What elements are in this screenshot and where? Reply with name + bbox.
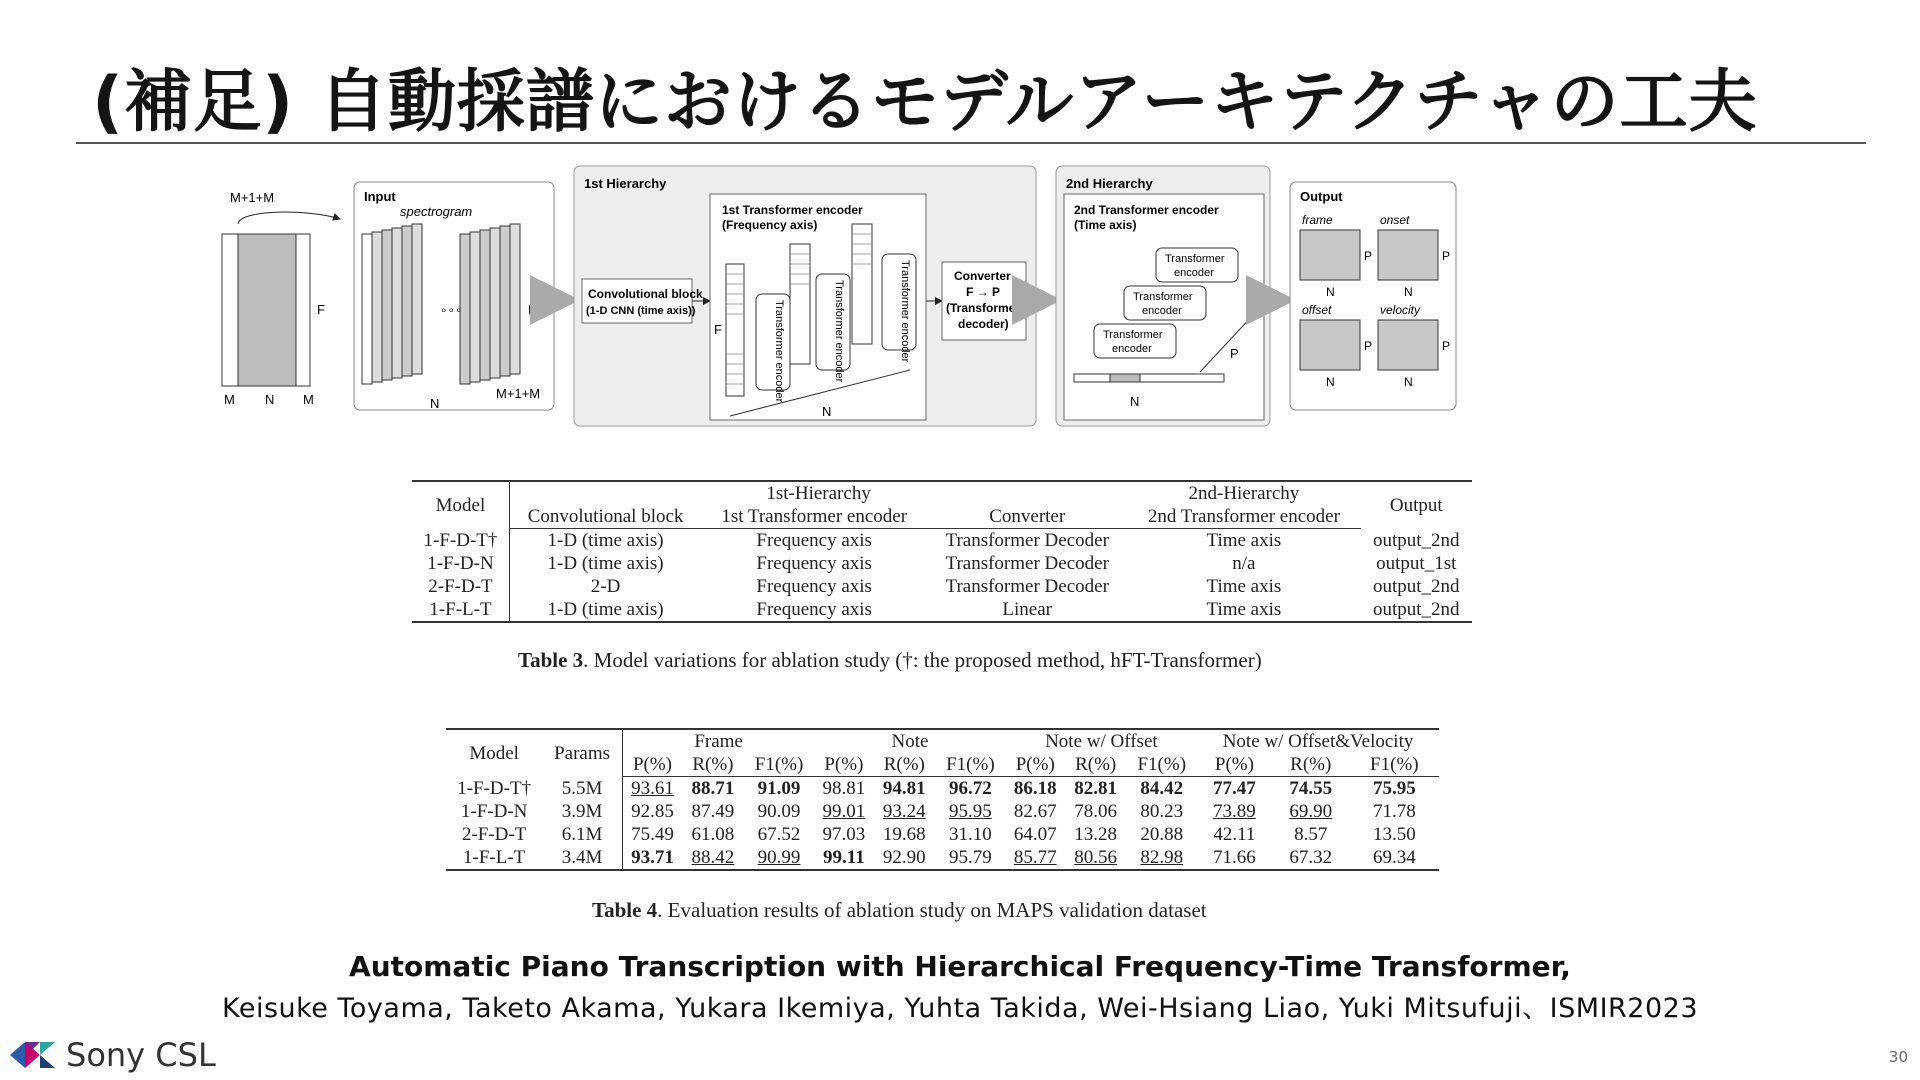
title-divider xyxy=(76,142,1866,144)
t3-header-model: Model xyxy=(412,481,509,529)
table4-caption-text: . Evaluation results of ablation study on MAPS validation dataset xyxy=(657,898,1207,922)
enc1-title: 1st Transformer encoder xyxy=(722,203,863,217)
table-cell: Frequency axis xyxy=(756,530,872,551)
t4-metric-header: R(%) xyxy=(873,753,935,777)
t4-metric-header: F1(%) xyxy=(1350,753,1439,777)
table-cell: Linear xyxy=(1002,599,1052,620)
table-cell: 99.11 xyxy=(823,847,865,868)
table-cell: 93.71 xyxy=(631,847,674,868)
enc1-subtitle: (Frequency axis) xyxy=(722,218,818,232)
t4-group-header: Frame xyxy=(694,731,743,752)
t4-metric-header: R(%) xyxy=(682,753,744,777)
enc2-block: encoder xyxy=(1142,305,1182,317)
output-n: N xyxy=(1326,285,1335,299)
output-panel xyxy=(1290,182,1456,410)
table3-caption-text: . Model variations for ablation study (†: the proposed method, hFT-Transformer) xyxy=(583,648,1262,672)
table-cell: output_2nd xyxy=(1372,576,1460,597)
table3-caption xyxy=(518,648,1262,673)
t3-header-output: Output xyxy=(1389,494,1443,516)
reference-title: Automatic Piano Transcription with Hierarchical Frequency-Time Transformer, xyxy=(349,950,1571,983)
t3-header-enc1: 1st Transformer encoder xyxy=(701,505,927,529)
t4-metric-header: P(%) xyxy=(814,753,873,777)
reference-authors: Keisuke Toyama, Taketo Akama, Yukara Ikemiya, Yuhta Takida, Wei-Hsiang Liao, Yuki Mitsufuji、ISMIR2023 xyxy=(221,993,1698,1024)
enc2-title: 2nd Transformer encoder xyxy=(1074,203,1219,217)
table-cell: 3.9M xyxy=(542,800,622,823)
table-cell: 82.98 xyxy=(1140,847,1184,868)
label-m: M xyxy=(224,392,235,407)
conv-block-sub: (1-D CNN (time axis)) xyxy=(586,305,696,317)
table-cell: 1-D (time axis) xyxy=(547,553,664,574)
table-row xyxy=(412,575,1472,598)
t4-group-header: Note w/ Offset&Velocity xyxy=(1222,731,1414,752)
table-cell: 2-D xyxy=(590,576,621,597)
label-f: F xyxy=(317,302,325,317)
table-cell: 93.24 xyxy=(882,801,926,822)
label-m: M xyxy=(303,392,314,407)
input-n: N xyxy=(430,396,440,411)
table-cell: 91.09 xyxy=(757,778,801,799)
table-cell: 1-D (time axis) xyxy=(547,530,664,551)
enc1-block: Transformer encoder xyxy=(773,300,785,403)
table-cell: 19.68 xyxy=(882,824,926,845)
input-f: F xyxy=(528,302,536,317)
logo-text: Sony CSL xyxy=(66,1036,216,1074)
input-subtitle: spectrogram xyxy=(400,204,473,219)
table-cell: 94.81 xyxy=(882,778,926,799)
table-cell: 31.10 xyxy=(949,824,992,845)
table-cell: 88.71 xyxy=(691,778,735,799)
table-cell: 69.34 xyxy=(1372,847,1416,868)
table-cell: 84.42 xyxy=(1140,778,1184,799)
enc1-block: Transformer encoder xyxy=(833,280,845,383)
table-cell: 8.57 xyxy=(1294,824,1328,845)
table4 xyxy=(446,728,1439,871)
table-row xyxy=(446,823,1439,846)
table-row xyxy=(412,598,1472,622)
enc2-block: Transformer xyxy=(1133,291,1193,303)
table-cell: 95.79 xyxy=(949,847,992,868)
table-cell: output_2nd xyxy=(1372,529,1460,551)
table-cell: 67.32 xyxy=(1289,847,1333,868)
output-n: N xyxy=(1404,375,1413,389)
hierarchy2-title: 2nd Hierarchy xyxy=(1066,176,1153,191)
table-cell: 71.78 xyxy=(1372,801,1416,822)
enc2-block: Transformer xyxy=(1165,253,1225,265)
table-cell: 13.28 xyxy=(1074,824,1118,845)
t4-group-header: Note xyxy=(891,731,929,752)
output-p: P xyxy=(1442,249,1451,263)
table-cell: Time axis xyxy=(1206,576,1282,597)
sony-csl-logo xyxy=(10,1036,216,1074)
table-cell: 90.99 xyxy=(757,847,801,868)
table-cell: 98.81 xyxy=(822,778,866,799)
table-row xyxy=(446,846,1439,870)
t4-metric-header: F1(%) xyxy=(935,753,1006,777)
table-cell: 90.09 xyxy=(757,801,801,822)
table-cell: 1-F-L-T xyxy=(463,847,526,868)
table-row xyxy=(412,529,1472,553)
output-title: Output xyxy=(1300,189,1343,204)
output-frame: frame xyxy=(1302,213,1333,227)
table-row xyxy=(412,552,1472,575)
t4-header-params: Params xyxy=(542,729,622,777)
conv-block-label: Convolutional block xyxy=(588,287,703,301)
output-onset: onset xyxy=(1380,213,1410,227)
output-p: P xyxy=(1442,339,1451,353)
table-row xyxy=(446,777,1439,801)
table-cell: 92.85 xyxy=(631,801,674,822)
table-cell: 97.03 xyxy=(822,824,866,845)
table3-caption-label: Table 3 xyxy=(518,648,584,672)
t4-metric-header: P(%) xyxy=(622,753,682,777)
label-n: N xyxy=(265,392,275,407)
table-cell: 5.5M xyxy=(542,777,622,801)
converter-l3: (Transformer xyxy=(946,301,1021,315)
table-cell: 61.08 xyxy=(691,824,735,845)
table-cell: n/a xyxy=(1232,553,1256,574)
table-cell: 88.42 xyxy=(691,847,735,868)
table-cell: Transformer Decoder xyxy=(945,576,1109,597)
table-cell: 1-F-L-T xyxy=(412,598,509,622)
table3 xyxy=(412,480,1472,623)
enc1-n: N xyxy=(822,404,832,419)
table-cell: 3.4M xyxy=(542,846,622,870)
architecture-figure xyxy=(210,164,1660,434)
table-cell: 80.23 xyxy=(1140,801,1184,822)
enc1-f: F xyxy=(714,322,722,337)
table-cell: 67.52 xyxy=(757,824,801,845)
enc2-block: Transformer xyxy=(1103,329,1163,341)
t4-metric-header: P(%) xyxy=(1197,753,1272,777)
table4-caption-label: Table 4 xyxy=(592,898,658,922)
label-m1m: M+1+M xyxy=(230,190,275,205)
t3-header-second: 2nd-Hierarchy xyxy=(1188,483,1300,504)
output-n: N xyxy=(1326,375,1335,389)
table-cell: 95.95 xyxy=(949,801,992,822)
table-cell: 64.07 xyxy=(1013,824,1057,845)
table-cell: 1-F-D-T† xyxy=(457,777,532,799)
converter-fp: F → P xyxy=(966,285,1001,299)
converter-l4: decoder) xyxy=(958,317,1009,331)
table-cell: 86.18 xyxy=(1013,778,1057,799)
table-cell: 71.66 xyxy=(1213,847,1256,868)
t4-metric-header: F1(%) xyxy=(1126,753,1197,777)
table-cell: Transformer Decoder xyxy=(945,553,1109,574)
table-cell: 13.50 xyxy=(1372,824,1416,845)
table-cell: 80.56 xyxy=(1074,847,1118,868)
table-cell: Transformer Decoder xyxy=(945,530,1109,551)
enc2-n: N xyxy=(1130,394,1140,409)
converter-label: Converter xyxy=(954,269,1011,283)
table-cell: output_1st xyxy=(1376,553,1457,574)
table-cell: 73.89 xyxy=(1213,801,1256,822)
table-cell: 96.72 xyxy=(949,778,992,799)
table-cell: 6.1M xyxy=(542,823,622,846)
output-velocity: velocity xyxy=(1380,303,1421,317)
table-cell: 1-D (time axis) xyxy=(547,599,664,620)
hierarchy1-title: 1st Hierarchy xyxy=(584,176,667,191)
table-cell: 74.55 xyxy=(1289,778,1333,799)
input-title: Input xyxy=(364,189,396,204)
t4-metric-header: R(%) xyxy=(1272,753,1350,777)
table-cell: 82.67 xyxy=(1013,801,1057,822)
hierarchy1-panel xyxy=(574,166,1036,426)
output-p: P xyxy=(1364,339,1373,353)
table-cell: Frequency axis xyxy=(756,599,872,620)
table-cell: 82.81 xyxy=(1074,778,1118,799)
table-cell: Time axis xyxy=(1206,530,1282,551)
table-cell: 1-F-D-N xyxy=(412,552,509,575)
table-cell: 69.90 xyxy=(1289,801,1333,822)
table-cell: 20.88 xyxy=(1140,824,1184,845)
table-cell: 2-F-D-T xyxy=(461,824,527,845)
slide-title: (補足) 自動採譜におけるモデルアーキテクチャの工夫 xyxy=(92,63,1758,142)
table-cell: 75.95 xyxy=(1372,778,1416,799)
t4-header-model: Model xyxy=(469,742,519,764)
table-cell: 2-F-D-T xyxy=(412,575,509,598)
output-n: N xyxy=(1404,285,1413,299)
table-cell: 77.47 xyxy=(1213,778,1256,799)
output-offset: offset xyxy=(1302,303,1332,317)
t4-metric-header: P(%) xyxy=(1006,753,1065,777)
t3-header-converter: Converter xyxy=(927,505,1127,529)
left-input-block xyxy=(222,190,340,407)
t4-metric-header: F1(%) xyxy=(744,753,815,777)
table-cell: 85.77 xyxy=(1013,847,1057,868)
t4-group-header: Note w/ Offset xyxy=(1045,731,1158,752)
enc2-block: encoder xyxy=(1112,343,1152,355)
table4-caption xyxy=(592,898,1207,923)
table-row xyxy=(446,800,1439,823)
table-cell: 87.49 xyxy=(691,801,735,822)
table-cell: 78.06 xyxy=(1074,801,1118,822)
output-p: P xyxy=(1364,249,1373,263)
enc2-subtitle: (Time axis) xyxy=(1074,218,1137,232)
table-cell: output_2nd xyxy=(1372,599,1460,620)
table-cell: 92.90 xyxy=(882,847,926,868)
t3-header-conv: Convolutional block xyxy=(509,505,701,529)
table-cell: 1-F-D-N xyxy=(460,801,528,822)
hierarchy2-panel xyxy=(1056,166,1270,426)
table-cell: 93.61 xyxy=(631,778,674,799)
table-cell: 42.11 xyxy=(1213,824,1256,845)
table-cell: Frequency axis xyxy=(756,576,872,597)
table-cell: 75.49 xyxy=(631,824,674,845)
table-cell: 99.01 xyxy=(822,801,866,822)
enc2-block: encoder xyxy=(1174,267,1214,279)
enc1-block: Transformer encoder xyxy=(899,260,911,363)
table-cell: Time axis xyxy=(1206,599,1282,620)
logo-mark-icon xyxy=(10,1038,56,1072)
t3-header-first: 1st-Hierarchy xyxy=(766,483,871,504)
t4-metric-header: R(%) xyxy=(1065,753,1127,777)
table-cell: Frequency axis xyxy=(756,553,872,574)
svg-text:∘∘∘: ∘∘∘ xyxy=(440,303,463,317)
table-cell: 1-F-D-T† xyxy=(412,529,509,553)
page-number: 30 xyxy=(1888,1048,1908,1066)
input-m: M+1+M xyxy=(496,386,541,401)
t3-header-enc2: 2nd Transformer encoder xyxy=(1127,505,1360,529)
input-panel xyxy=(354,182,554,411)
enc2-p: P xyxy=(1230,346,1239,361)
